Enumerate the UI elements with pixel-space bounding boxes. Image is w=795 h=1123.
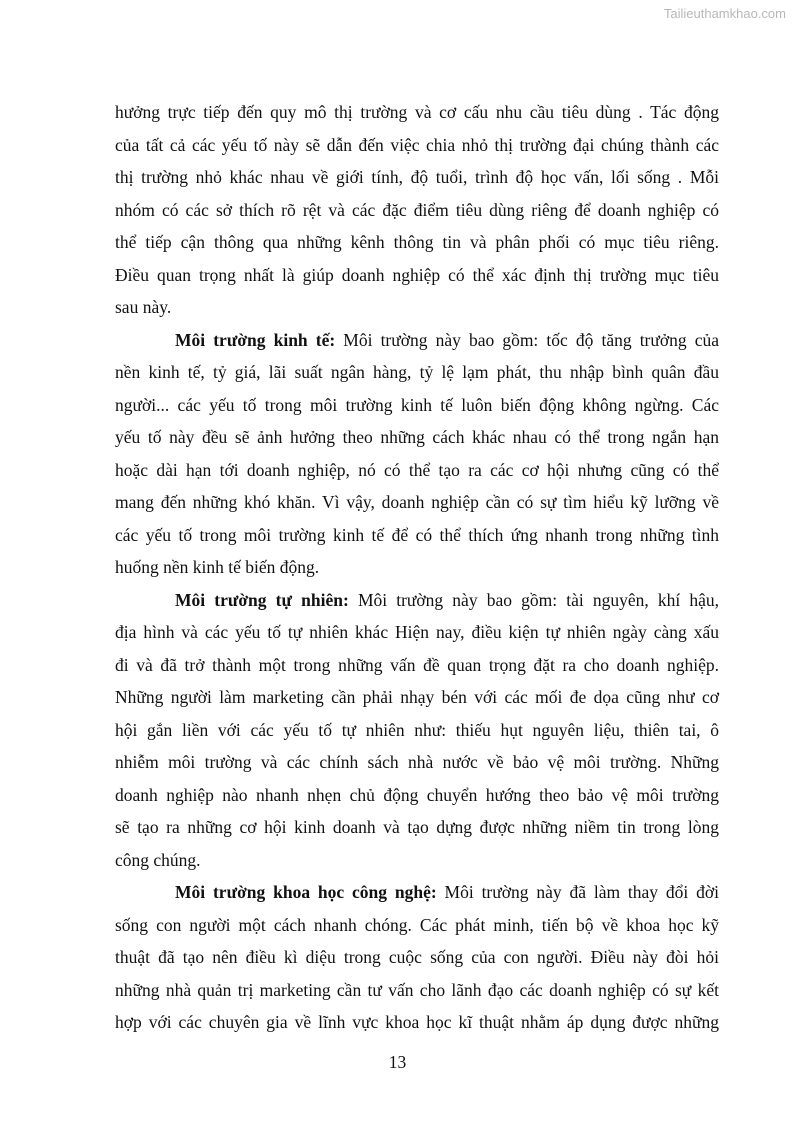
text-line: đi và đã trở thành một trong những vấn đề quan trọng đặt ra cho doanh nghiệp.	[115, 654, 719, 675]
text-line: doanh nghiệp nào nhanh nhẹn chủ động chuyển hướng theo bảo vệ môi trường	[115, 784, 719, 805]
text-run: Môi trường này bao gồm: tốc độ tăng trưởng của	[343, 329, 720, 350]
text-run: Môi trường này đã làm thay đổi đời	[444, 882, 719, 902]
section-heading-natural: Môi trường tự nhiên:	[175, 589, 349, 610]
text-line: nền kinh tế, tỷ giá, lãi suất ngân hàng, tỷ lệ lạm phát, thu nhập bình quân đầu	[115, 362, 719, 382]
text-line: sẽ tạo ra những cơ hội kinh doanh và tạo dựng được những niềm tin trong lòng	[115, 817, 719, 837]
text-line: huống nền kinh tế biến động.	[115, 557, 320, 577]
paragraph-first-line	[115, 876, 719, 909]
text-line: những nhà quản trị marketing cần tư vấn cho lãnh đạo các doanh nghiệp có sự kết	[115, 979, 719, 1000]
section-heading-technology: Môi trường khoa học công nghệ:	[175, 882, 437, 902]
text-line: người... các yếu tố trong môi trường kinh tế luôn biến động không ngừng. Các	[115, 394, 719, 415]
text-line: của tất cả các yếu tố này sẽ dẫn đến việc chia nhỏ thị trường đại chúng thành các	[115, 134, 719, 155]
text-line: mang đến những khó khăn. Vì vậy, doanh nghiệp cần có sự tìm hiểu kỹ lưỡng về	[115, 492, 719, 512]
paragraph-first-line	[115, 324, 719, 357]
paragraph-first-line	[115, 584, 719, 617]
text-line: các yếu tố trong môi trường kinh tế để có thể thích ứng nhanh trong những tình	[115, 524, 719, 545]
text-line: sau này.	[115, 297, 172, 317]
text-line: sống con người một cách nhanh chóng. Các phát minh, tiến bộ về khoa học kỹ	[115, 914, 719, 935]
page-number: 13	[388, 1052, 407, 1072]
text-line: Điều quan trọng nhất là giúp doanh nghiệp có thể xác định thị trường mục tiêu	[115, 264, 719, 285]
text-line: hoặc dài hạn tới doanh nghiệp, nó có thể tạo ra các cơ hội nhưng cũng có thể	[115, 459, 719, 480]
text-line: thuật đã tạo nên điều kì diệu trong cuộc sống của con người. Điều này đòi hỏi	[115, 947, 719, 967]
section-heading-economic: Môi trường kinh tế:	[175, 329, 336, 350]
watermark-text: Tailieuthamkhao.com	[663, 6, 786, 21]
text-line: nhiễm môi trường và các chính sách nhà nước về bảo vệ môi trường. Những	[115, 752, 719, 772]
text-line: hưởng trực tiếp đến quy mô thị trường và cơ cấu nhu cầu tiêu dùng . Tác động	[115, 102, 719, 122]
text-line: thị trường nhỏ khác nhau về giới tính, độ tuổi, trình độ học vấn, lối sống . Mỗi	[115, 167, 719, 187]
text-line: công chúng.	[115, 849, 201, 870]
text-line: yếu tố này đều sẽ ảnh hưởng theo những cách khác nhau có thể trong ngắn hạn	[115, 427, 719, 447]
text-run: Môi trường này bao gồm: tài nguyên, khí hậu,	[357, 589, 720, 610]
text-line: hợp với các chuyên gia về lĩnh vực khoa học kĩ thuật nhằm áp dụng được những	[115, 1012, 719, 1032]
text-line: nhóm có các sở thích rõ rệt và các đặc điểm tiêu dùng riêng để doanh nghiệp có	[115, 199, 719, 220]
text-line: Những người làm marketing cần phải nhạy bén với các mối đe dọa cũng như cơ	[115, 687, 719, 707]
text-line: địa hình và các yếu tố tự nhiên khác Hiện nay, điều kiện tự nhiên ngày càng xấu	[115, 622, 719, 642]
text-line: thể tiếp cận thông qua những kênh thông tin và phân phối có mục tiêu riêng.	[115, 232, 719, 252]
document-body	[115, 96, 719, 1039]
text-line: hội gắn liền với các yếu tố tự nhiên như: thiếu hụt nguyên liệu, thiên tai, ô	[115, 719, 719, 740]
